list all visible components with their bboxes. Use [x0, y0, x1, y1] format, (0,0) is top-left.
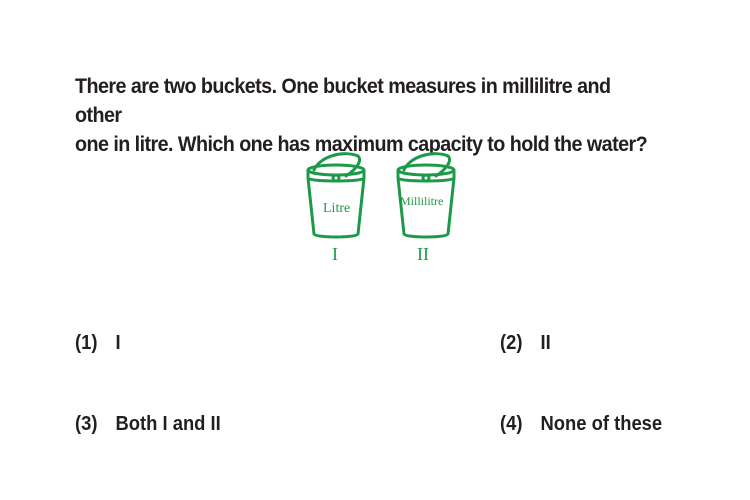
option-4-text: None of these: [540, 413, 663, 435]
option-4[interactable]: [500, 413, 662, 436]
bucket-figure: [300, 148, 465, 268]
option-3[interactable]: [75, 413, 221, 436]
option-3-text: Both I and II: [115, 413, 221, 435]
option-2-number: (2): [500, 332, 523, 354]
bucket-icon-litre: [300, 148, 372, 240]
question-text: [75, 72, 658, 159]
option-2[interactable]: [500, 332, 551, 355]
option-1[interactable]: [75, 332, 121, 355]
option-3-number: (3): [75, 413, 98, 435]
option-2-text: II: [540, 332, 551, 354]
option-1-text: I: [115, 332, 121, 354]
option-1-number: (1): [75, 332, 98, 354]
question-line-1: There are two buckets. One bucket measures in millilitre and other: [75, 75, 611, 127]
bucket-label-millilitre: Millilitre: [400, 194, 444, 208]
question-line-2: one in litre. Which one has maximum capacity to hold the water?: [75, 133, 648, 156]
bucket-label-litre: Litre: [323, 201, 351, 216]
bucket-numeral-1: I: [332, 244, 338, 264]
option-4-number: (4): [500, 413, 523, 435]
bucket-numeral-2: II: [417, 244, 429, 264]
